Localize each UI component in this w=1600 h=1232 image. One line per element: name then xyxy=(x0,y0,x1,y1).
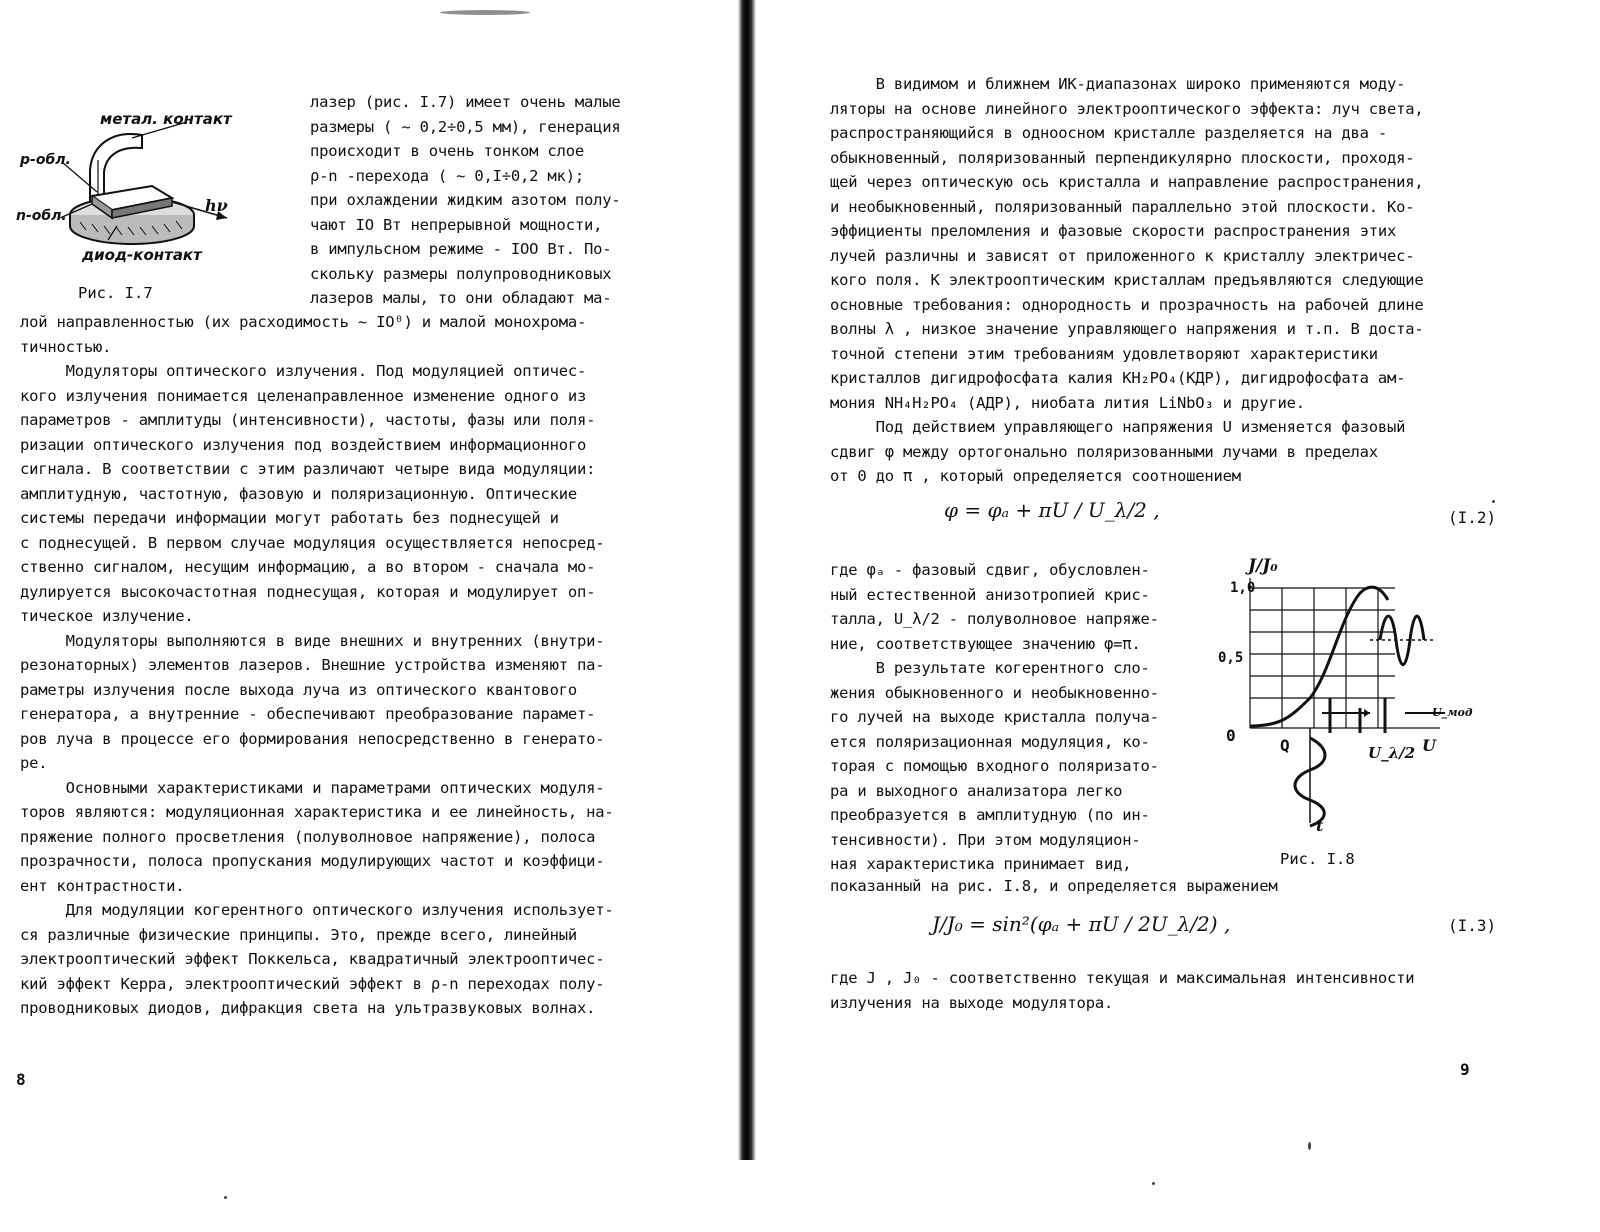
label-diode-contact: диод-контакт xyxy=(82,246,202,264)
label-u: U xyxy=(1422,736,1436,755)
book-spine xyxy=(738,0,756,1160)
text-mid: где φₐ - фазовый сдвиг, обусловлен- ный естественной анизотропией крис- талла, U_λ/2 - полуволновое напряже- ние, соответствующее значению φ=π. В результате когерентного сло- жения обыкновенного и необыкновенно- го лучей на выходе кристалла получа- ется поляризационная модуляция, ко- торая с помощью входного поляризато- ра и выходного анализатора легко преобразуется в амплитудную (по ин- тенсивности). При этом модуляцион- ная характеристика принимает вид, xyxy=(830,561,1159,873)
scan-smudge xyxy=(440,10,530,15)
left-page xyxy=(0,0,735,1232)
scan-speck xyxy=(1492,500,1495,503)
label-half: 0,5 xyxy=(1218,650,1244,666)
label-hv: hν xyxy=(205,196,228,215)
equation-1-3: J/J₀ = sin²(φₐ + πU / 2U_λ/2) , xyxy=(932,912,1231,936)
scan-speck xyxy=(1152,1182,1155,1185)
label-zero: 0 xyxy=(1226,726,1236,745)
label-u-mod: U_мод xyxy=(1432,706,1473,719)
label-p-region: p-обл. xyxy=(20,152,71,168)
side-paragraph: лазер (рис. I.7) имеет очень малые размеры ( ~ 0,2÷0,5 мм), генерация происходит в очень тонком слое ρ-n -перехода ( ~ 0,I÷0,2 мк); при охлаждении жидким азотом полу- чают IО Вт непрерывной мощности, в импульсном режиме - IОО Вт. По- скольку размеры полупроводниковых лазеров малы, то они обладают ма- xyxy=(310,93,621,307)
text-top: В видимом и ближнем ИК-диапазонах широко применяются моду- ляторы на основе линейного электрооптического эффекта: луч света, распространяющийся в одноосном кристалле разделяется на два - обыкновенный, поляризованный перпендикулярно плоскости, проходя- щей через оптическую ось кристалла и направление распространения, и необыкновенный, поляризованный параллельно этой плоскости. Ко- эффициенты преломления и фазовые скорости распространения этих лучей различны и зависят от приложенного к кристаллу электричес- кого поля. К электрооптическим кристаллам предъявляются следующие основные требования: однородность и прозрачность на рабочей длине волны λ , низкое значение управляющего напряжения и т.п. В доста- точной степени этим требованиям удовлетворяют характеристики кристаллов дигидрофосфата калия KH₂PO₄(КДР), дигидрофосфата ам- мония NH₄H₂PO₄ (АДР), ниобата лития LiNbO₃ и другие. Под действием управляющего напряжения U изменяется фазовый сдвиг φ между ортогонально поляризованными лучами в пределах от 0 до π , который определяется соотношением xyxy=(830,75,1424,485)
label-metal-contact: метал. контакт xyxy=(100,110,232,128)
right-page xyxy=(760,0,1600,1232)
figure-caption-1-8: Рис. I.8 xyxy=(1280,850,1355,868)
page-number-right: 9 xyxy=(1460,1060,1470,1079)
text-bottom: где J , J₀ - соответственно текущая и максимальная интенсивности излучения на выходе модулятора. xyxy=(830,969,1415,1012)
equation-1-2: φ = φₐ + πU / U_λ/2 , xyxy=(944,498,1160,522)
label-n-region: n-обл. xyxy=(16,208,67,224)
page-number-left: 8 xyxy=(16,1070,26,1089)
label-u-half: U_λ/2 xyxy=(1368,744,1416,762)
scan-speck xyxy=(224,1196,227,1199)
text-after-figure: показанный на рис. I.8, и определяется выражением xyxy=(830,877,1278,895)
label-one: 1,0 xyxy=(1230,580,1256,596)
body-text: лой направленностью (их расходимость ~ IO⁰) и малой монохрома- тичностью. Модуляторы оптического излучения. Под модуляцией оптичес- кого излучения понимается целенаправленное изменение одного из параметров - амплитуды (интенсивности), частоты, фазы или поля- ризации оптического излучения под воздействием информационного сигнала. В соответствии с этим различают четыре вида модуляции: амплитудную, частотную, фазовую и поляризационную. Оптические системы передачи информации могут работать без поднесущей и с поднесущей. В первом случае модуляция осуществляется непосред- ственно сигналом, несущим информацию, а во втором - сначала мо- дулируется высокочастотная поднесущая, которая и модулирует оп- тическое излучение. Модуляторы выполняются в виде внешних и внутренних (внутри- резонаторных) элементов лазеров. Внешние устройства изменяют па- раметры излучения после выхода луча из оптического квантового генератора, а внутренние - обеспечивают преобразование парамет- ров луча в процессе его формирования непосредственно в генерато- ре. Основными характеристиками и параметрами оптических модуля- торов являются: модуляционная характеристика и ее линейность, на- пряжение полного просветления (полуволновое напряжение), полоса прозрачности, полоса пропускания модулирующих частот и коэффици- ент контрастности. Для модуляции когерентного оптического излучения использует- ся различные физические принципы. Это, прежде всего, линейный электрооптический эффект Поккельса, квадратичный электрооптичес- кий эффект Керра, электрооптический эффект в ρ-n переходах полу- проводниковых диодов, дифракция света на ультразвуковых волнах. xyxy=(20,313,614,1017)
scan-speck xyxy=(1308,1142,1311,1150)
label-t: t xyxy=(1316,816,1324,835)
figure-caption-1-7: Рис. I.7 xyxy=(78,284,153,302)
equation-number-1-3: (I.3) xyxy=(1448,916,1497,935)
label-q: Q xyxy=(1280,736,1290,755)
label-y-axis: J/J₀ xyxy=(1248,556,1278,576)
equation-number-1-2: (I.2) xyxy=(1448,508,1497,527)
